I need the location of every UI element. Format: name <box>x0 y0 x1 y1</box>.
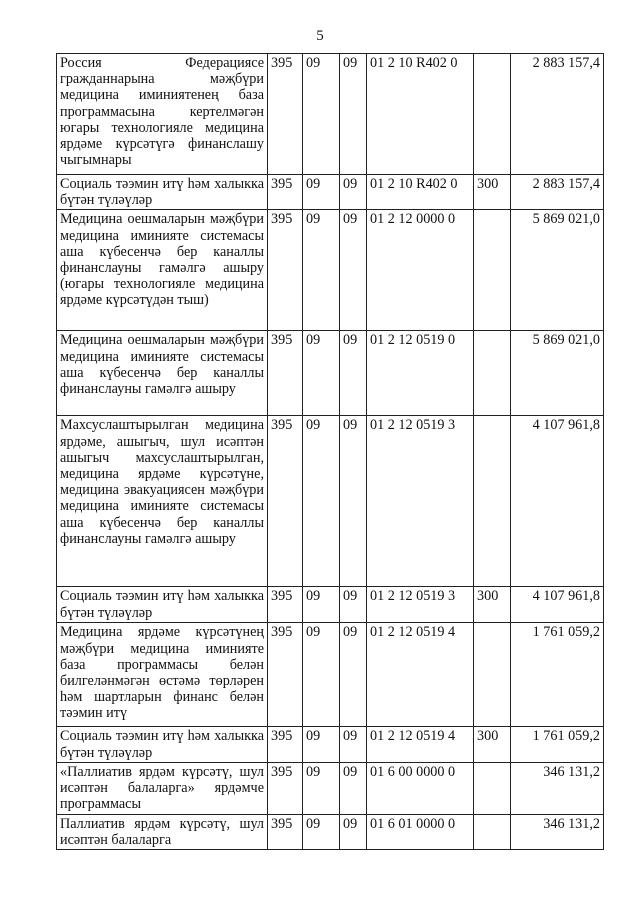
item-name: «Паллиатив ярдәм күрсәтү, шул исәптән балаларга» ярдәмче программасы <box>57 762 268 814</box>
subsection-code: 09 <box>340 331 367 416</box>
target-article-code: 01 6 00 0000 0 <box>367 762 474 814</box>
item-name: Социаль тәэмин итү һәм халыкка бүтән түләүләр <box>57 587 268 623</box>
subsection-code: 09 <box>340 54 367 175</box>
item-name: Медицина ярдәме күрсәтүнең мәҗбүри медицина иминияте база программасы белән билгеләнмәгән өстәмә төрләрен һәм шартларын финанс белән тәэмин итү <box>57 623 268 727</box>
amount: 346 131,2 <box>511 814 604 849</box>
amount: 1 761 059,2 <box>511 727 604 762</box>
ministry-code: 395 <box>268 814 303 849</box>
subsection-code: 09 <box>340 175 367 210</box>
table-row <box>57 587 604 623</box>
expense-type-code <box>474 416 511 587</box>
ministry-code: 395 <box>268 623 303 727</box>
table-row <box>57 762 604 814</box>
section-code: 09 <box>303 623 340 727</box>
expense-type-code <box>474 210 511 331</box>
table-row <box>57 175 604 210</box>
expense-type-code <box>474 623 511 727</box>
table-row <box>57 814 604 849</box>
table-row <box>57 54 604 175</box>
expense-type-code: 300 <box>474 175 511 210</box>
target-article-code: 01 6 01 0000 0 <box>367 814 474 849</box>
expense-type-code <box>474 762 511 814</box>
subsection-code: 09 <box>340 814 367 849</box>
expense-type-code <box>474 814 511 849</box>
expense-type-code: 300 <box>474 587 511 623</box>
subsection-code: 09 <box>340 210 367 331</box>
ministry-code: 395 <box>268 54 303 175</box>
section-code: 09 <box>303 587 340 623</box>
amount: 5 869 021,0 <box>511 331 604 416</box>
target-article-code: 01 2 12 0519 4 <box>367 727 474 762</box>
section-code: 09 <box>303 331 340 416</box>
item-name: Социаль тәэмин итү һәм халыкка бүтән түләүләр <box>57 175 268 210</box>
ministry-code: 395 <box>268 762 303 814</box>
ministry-code: 395 <box>268 210 303 331</box>
expense-type-code: 300 <box>474 727 511 762</box>
amount: 4 107 961,8 <box>511 587 604 623</box>
ministry-code: 395 <box>268 727 303 762</box>
amount: 2 883 157,4 <box>511 175 604 210</box>
table-row <box>57 210 604 331</box>
amount: 5 869 021,0 <box>511 210 604 331</box>
ministry-code: 395 <box>268 331 303 416</box>
expense-type-code <box>474 54 511 175</box>
expense-type-code <box>474 331 511 416</box>
target-article-code: 01 2 12 0519 3 <box>367 587 474 623</box>
amount: 346 131,2 <box>511 762 604 814</box>
subsection-code: 09 <box>340 727 367 762</box>
amount: 2 883 157,4 <box>511 54 604 175</box>
item-name: Махсуслаштырылган медицина ярдәме, ашыгыч, шул исәптән ашыгыч махсуслаштырылган, медицина ярдәме күрсәтүне, медицина эвакуациясен мәҗбүри медицина иминияте системасы аша күбесенчә бер каналлы финанслауны гамәлгә ашыру <box>57 416 268 587</box>
target-article-code: 01 2 12 0000 0 <box>367 210 474 331</box>
target-article-code: 01 2 12 0519 4 <box>367 623 474 727</box>
item-name: Медицина оешмаларын мәҗбүри медицина иминияте системасы аша күбесенчә бер каналлы финанслауны гамәлгә ашыру (югары технологияле медицина ярдәме күрсәтүдән тыш) <box>57 210 268 331</box>
section-code: 09 <box>303 416 340 587</box>
ministry-code: 395 <box>268 175 303 210</box>
table-row <box>57 727 604 762</box>
table-row <box>57 416 604 587</box>
target-article-code: 01 2 12 0519 3 <box>367 416 474 587</box>
item-name: Медицина оешмаларын мәҗбүри медицина иминияте системасы аша күбесенчә бер каналлы финанслауны гамәлгә ашыру <box>57 331 268 416</box>
page-number: 5 <box>316 28 324 44</box>
subsection-code: 09 <box>340 762 367 814</box>
item-name: Паллиатив ярдәм күрсәтү, шул исәптән балаларга <box>57 814 268 849</box>
budget-table <box>56 53 604 850</box>
subsection-code: 09 <box>340 587 367 623</box>
item-name: Россия Федерациясе гражданнарына мәҗбүри медицина иминиятенең база программасына кертелмәгән югары технологияле медицина ярдәме күрсәтүгә финанслашу чыгымнары <box>57 54 268 175</box>
section-code: 09 <box>303 814 340 849</box>
section-code: 09 <box>303 210 340 331</box>
table-row <box>57 331 604 416</box>
section-code: 09 <box>303 762 340 814</box>
ministry-code: 395 <box>268 587 303 623</box>
section-code: 09 <box>303 175 340 210</box>
item-name: Социаль тәэмин итү һәм халыкка бүтән түләүләр <box>57 727 268 762</box>
target-article-code: 01 2 10 R402 0 <box>367 175 474 210</box>
target-article-code: 01 2 12 0519 0 <box>367 331 474 416</box>
subsection-code: 09 <box>340 623 367 727</box>
target-article-code: 01 2 10 R402 0 <box>367 54 474 175</box>
section-code: 09 <box>303 727 340 762</box>
amount: 1 761 059,2 <box>511 623 604 727</box>
section-code: 09 <box>303 54 340 175</box>
subsection-code: 09 <box>340 416 367 587</box>
amount: 4 107 961,8 <box>511 416 604 587</box>
ministry-code: 395 <box>268 416 303 587</box>
table-row <box>57 623 604 727</box>
